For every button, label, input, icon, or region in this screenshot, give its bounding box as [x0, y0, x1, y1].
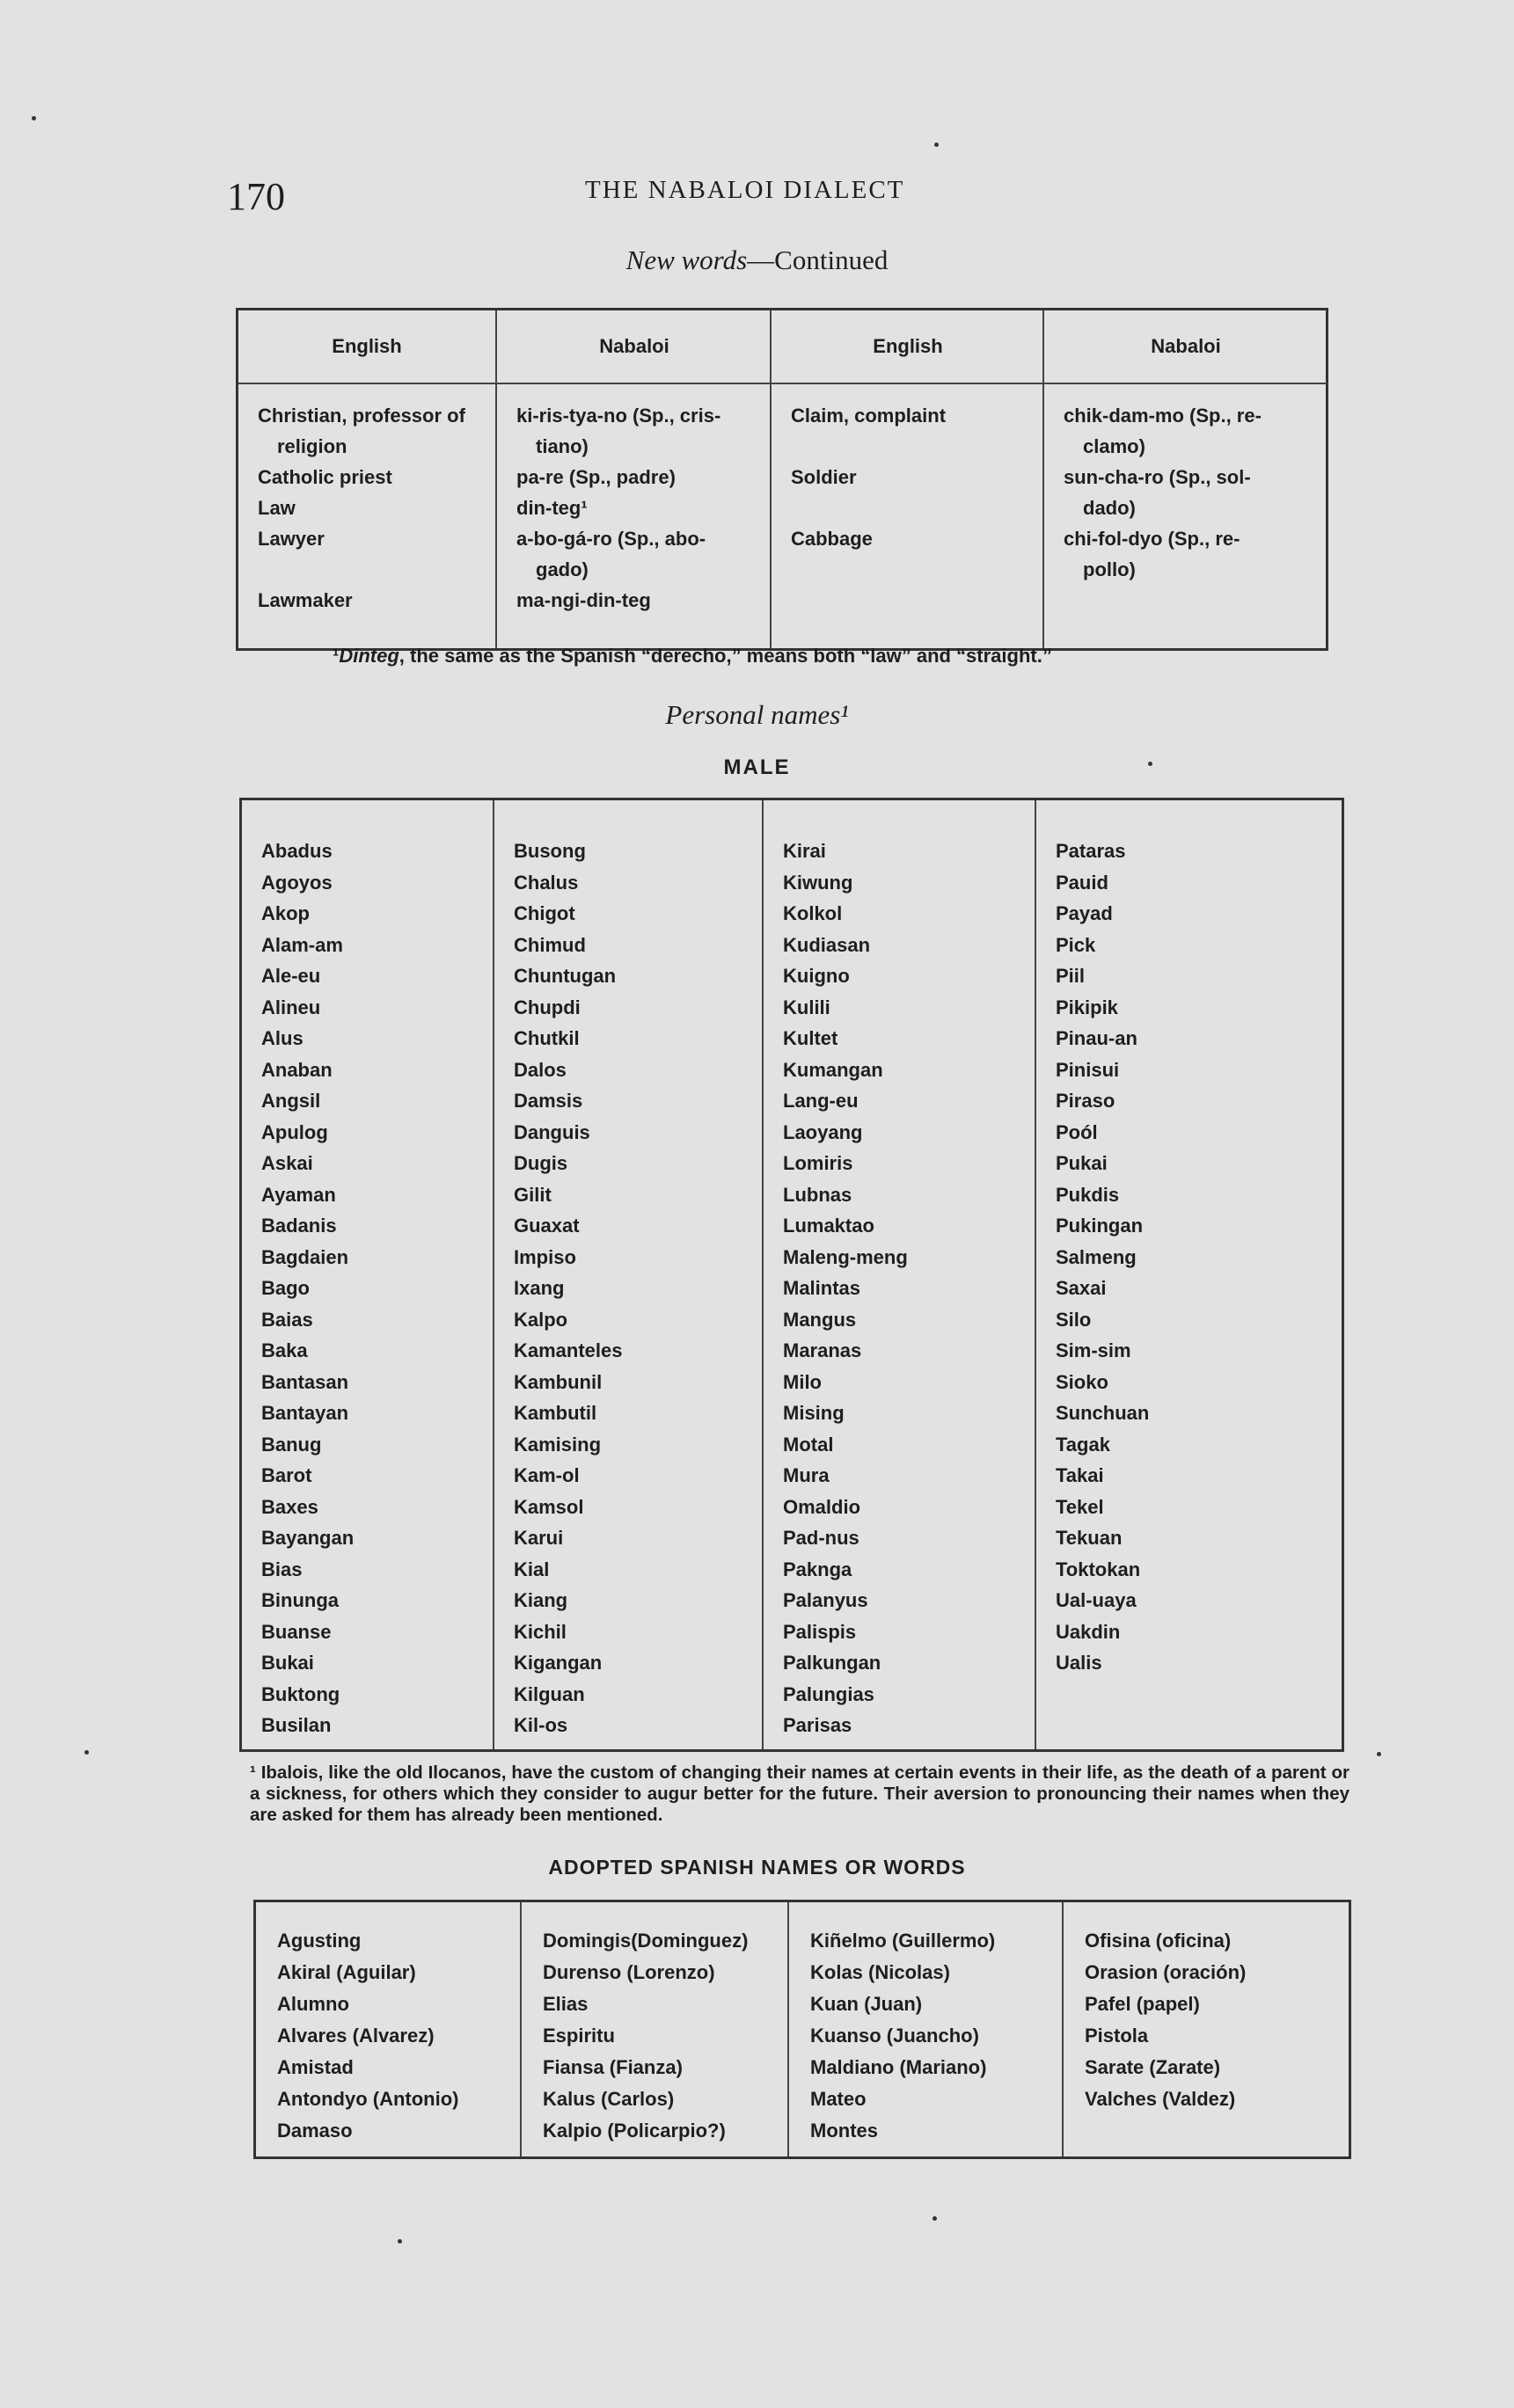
- name-item: Uakdin: [1056, 1620, 1121, 1643]
- name-item: Lubnas: [783, 1183, 852, 1206]
- name-item: Motal: [783, 1433, 834, 1456]
- entry-line: Cabbage: [791, 528, 873, 550]
- name-item: Kamanteles: [514, 1339, 623, 1361]
- name-item: Ale-eu: [261, 965, 321, 987]
- adopted-names-table: [253, 1900, 1351, 2159]
- adopted-name-item: Kuan (Juan): [810, 1993, 923, 2015]
- name-item: Bayangan: [261, 1527, 355, 1549]
- new-words-entry: [791, 400, 1032, 431]
- adopted-column: [1062, 1902, 1349, 2156]
- name-item: Badanis: [261, 1215, 337, 1237]
- page-number: 170: [227, 175, 285, 218]
- name-item: Palanyus: [783, 1589, 868, 1611]
- entry-line: Soldier: [791, 466, 857, 488]
- column-header: Nabaloi: [1044, 310, 1327, 384]
- name-item: Damsis: [514, 1090, 583, 1112]
- running-title: THE NABALOI DIALECT: [585, 176, 905, 204]
- adopted-name-item: Akiral (Aguilar): [277, 1961, 416, 1983]
- adopted-name-item: Fiansa (Fianza): [543, 2056, 683, 2078]
- name-item: Payad: [1056, 902, 1113, 924]
- speck: [398, 2239, 402, 2244]
- entry-continuation: gado): [536, 558, 589, 580]
- name-item: Buktong: [261, 1682, 340, 1705]
- name-item: Bias: [261, 1558, 303, 1580]
- name-item: Silo: [1056, 1308, 1092, 1331]
- name-item: Lumaktao: [783, 1215, 874, 1237]
- name-item: Pauid: [1056, 871, 1108, 894]
- name-item: Kambutil: [514, 1402, 597, 1424]
- speck: [32, 116, 36, 120]
- footnote-marker: ¹: [333, 645, 340, 667]
- name-item: Toktokan: [1056, 1558, 1141, 1580]
- name-item: Sunchuan: [1056, 1402, 1150, 1424]
- new-words-entry: [516, 523, 759, 585]
- name-item: Pick: [1056, 933, 1096, 956]
- column-body: [497, 384, 772, 616]
- name-item: Anaban: [261, 1058, 333, 1081]
- adopted-name-item: Espiritu: [543, 2025, 615, 2047]
- entry-line: Catholic priest: [258, 466, 392, 488]
- adopted-name-item: Damaso: [277, 2120, 353, 2142]
- footnote-ibalois: ¹ Ibalois, like the old Ilocanos, have the custom of changing their names at certain events in their life, as the death of a parent or a sickness, for others which they consider to augur better for the future. Their aversion to pronouncing their names when they are asked for them has already been mentioned.: [250, 1762, 1349, 1825]
- name-item: Impiso: [514, 1245, 576, 1268]
- new-words-column: [495, 310, 772, 648]
- name-item: Omaldio: [783, 1495, 861, 1518]
- new-words-entry: [516, 462, 759, 493]
- name-item: Pinau-an: [1056, 1027, 1137, 1049]
- name-item: Kiwung: [783, 871, 853, 894]
- name-item: Alineu: [261, 996, 321, 1018]
- new-words-column: [1042, 310, 1327, 648]
- column-body: [772, 384, 1044, 554]
- name-item: Kam-ol: [514, 1464, 580, 1486]
- name-item: Abadus: [261, 840, 333, 862]
- name-item: Chimud: [514, 933, 586, 956]
- name-item: Kirai: [783, 840, 826, 862]
- entry-line: Claim, complaint: [791, 405, 947, 427]
- name-item: Tagak: [1056, 1433, 1110, 1456]
- footnote-dinteg: [333, 645, 1052, 668]
- entry-line: Lawyer: [258, 528, 325, 550]
- name-item: Lomiris: [783, 1152, 853, 1174]
- entry-continuation: tiano): [536, 435, 589, 457]
- adopted-column: [520, 1902, 787, 2156]
- adopted-name-item: Alumno: [277, 1993, 349, 2015]
- name-item: Milo: [783, 1370, 822, 1393]
- adopted-name-item: Orasion (oración): [1085, 1961, 1247, 1983]
- entry-line: Lawmaker: [258, 589, 353, 611]
- entry-line: ma-ngi-din-teg: [516, 589, 651, 611]
- name-item: Piraso: [1056, 1090, 1115, 1112]
- name-item: Palungias: [783, 1682, 874, 1705]
- name-item: Ayaman: [261, 1183, 336, 1206]
- new-words-column: [238, 310, 495, 648]
- new-words-column: [770, 310, 1044, 648]
- name-item: Pikipik: [1056, 996, 1118, 1018]
- new-words-entry: [1064, 523, 1315, 585]
- entry-line: sun-cha-ro (Sp., sol-: [1064, 466, 1251, 488]
- name-item: Palispis: [783, 1620, 857, 1643]
- name-item: Buanse: [261, 1620, 332, 1643]
- new-words-entry: [516, 493, 759, 523]
- name-item: Bantasan: [261, 1370, 349, 1393]
- name-item: Tekuan: [1056, 1527, 1123, 1549]
- name-item: Pukdis: [1056, 1183, 1120, 1206]
- name-item: Chupdi: [514, 996, 581, 1018]
- name-item: Paknga: [783, 1558, 852, 1580]
- adopted-name-item: Pafel (papel): [1085, 1993, 1200, 2015]
- name-item: Piil: [1056, 965, 1086, 987]
- name-item: Laoyang: [783, 1120, 863, 1143]
- personal-names-heading: Personal names¹: [665, 699, 849, 730]
- name-item: Poól: [1056, 1120, 1098, 1143]
- name-item: Angsil: [261, 1090, 321, 1112]
- name-item: Tekel: [1056, 1495, 1104, 1518]
- names-column: [1035, 800, 1342, 1749]
- new-words-entry: [516, 585, 759, 616]
- new-words-entry: [258, 400, 483, 462]
- entry-line: chik-dam-mo (Sp., re-: [1064, 405, 1262, 427]
- name-item: Maleng-meng: [783, 1245, 908, 1268]
- name-item: Baxes: [261, 1495, 318, 1518]
- new-words-entry: [258, 462, 483, 493]
- column-header: Nabaloi: [497, 310, 772, 384]
- names-column: [242, 800, 493, 1749]
- section-heading-italic: New words: [625, 244, 748, 275]
- entry-line: pa-re (Sp., padre): [516, 466, 676, 488]
- name-item: Bukai: [261, 1652, 314, 1674]
- name-item: Chalus: [514, 871, 579, 894]
- speck: [1377, 1752, 1381, 1756]
- entry-continuation: clamo): [1083, 435, 1145, 457]
- name-item: Ixang: [514, 1277, 565, 1299]
- name-item: Pukai: [1056, 1152, 1108, 1174]
- name-item: Alam-am: [261, 933, 343, 956]
- speck: [933, 2216, 937, 2221]
- names-column: [762, 800, 1035, 1749]
- name-item: Parisas: [783, 1714, 852, 1736]
- entry-line: Christian, professor of: [258, 405, 465, 427]
- column-header: English: [238, 310, 495, 384]
- adopted-name-item: Sarate (Zarate): [1085, 2056, 1221, 2078]
- name-item: Busilan: [261, 1714, 332, 1736]
- name-item: Kil-os: [514, 1714, 568, 1736]
- name-item: Sim-sim: [1056, 1339, 1131, 1361]
- name-item: Alus: [261, 1027, 304, 1049]
- name-item: Chigot: [514, 902, 575, 924]
- name-item: Apulog: [261, 1120, 328, 1143]
- entry-continuation: religion: [277, 435, 347, 457]
- adopted-name-item: Valches (Valdez): [1085, 2088, 1236, 2110]
- adopted-name-item: Agusting: [277, 1930, 362, 1952]
- name-item: Pad-nus: [783, 1527, 859, 1549]
- new-words-entry: [791, 462, 1032, 493]
- adopted-name-item: Mateo: [810, 2088, 867, 2110]
- column-body: [238, 384, 495, 616]
- section-heading: [0, 244, 1514, 276]
- new-words-entry: [791, 523, 1032, 554]
- adopted-column: [256, 1902, 520, 2156]
- name-item: Busong: [514, 840, 586, 862]
- name-item: Pinisui: [1056, 1058, 1120, 1081]
- adopted-name-item: Kalpio (Policarpio?): [543, 2120, 726, 2142]
- name-item: Barot: [261, 1464, 312, 1486]
- name-item: Kamising: [514, 1433, 602, 1456]
- name-item: Baka: [261, 1339, 308, 1361]
- column-body: [1044, 384, 1327, 585]
- name-item: Pataras: [1056, 840, 1126, 862]
- name-item: Kiang: [514, 1589, 568, 1611]
- speck: [1148, 762, 1152, 766]
- name-item: Kamsol: [514, 1495, 584, 1518]
- entry-line: ki-ris-tya-no (Sp., cris-: [516, 405, 721, 427]
- entry-continuation: dado): [1083, 497, 1136, 519]
- new-words-entry: [1064, 462, 1315, 523]
- name-item: Ualis: [1056, 1652, 1102, 1674]
- name-item: Chuntugan: [514, 965, 617, 987]
- footnote-term: Dinteg: [339, 645, 399, 667]
- name-item: Kolkol: [783, 902, 843, 924]
- name-item: Maranas: [783, 1339, 862, 1361]
- name-item: Banug: [261, 1433, 322, 1456]
- adopted-name-item: Maldiano (Mariano): [810, 2056, 987, 2078]
- name-item: Agoyos: [261, 871, 333, 894]
- new-words-entry: [516, 400, 759, 462]
- new-words-entry: [258, 493, 483, 523]
- name-item: Bantayan: [261, 1402, 349, 1424]
- name-item: Kichil: [514, 1620, 567, 1643]
- name-item: Kudiasan: [783, 933, 871, 956]
- name-item: Akop: [261, 902, 310, 924]
- speck: [84, 1750, 89, 1755]
- name-item: Kuigno: [783, 965, 850, 987]
- adopted-column: [787, 1902, 1062, 2156]
- name-item: Salmeng: [1056, 1245, 1137, 1268]
- adopted-name-item: Kiñelmo (Guillermo): [810, 1930, 996, 1952]
- name-item: Gilit: [514, 1183, 552, 1206]
- adopted-name-item: Kalus (Carlos): [543, 2088, 675, 2110]
- names-column: [493, 800, 762, 1749]
- name-item: Binunga: [261, 1589, 339, 1611]
- name-item: Pukingan: [1056, 1215, 1144, 1237]
- adopted-names-heading: ADOPTED SPANISH NAMES OR WORDS: [548, 1856, 966, 1879]
- name-item: Kambunil: [514, 1370, 603, 1393]
- adopted-name-item: Kuanso (Juancho): [810, 2025, 979, 2047]
- footnote-text: , the same as the Spanish “derecho,” means both “law” and “straight.”: [399, 645, 1052, 667]
- name-item: Askai: [261, 1152, 313, 1174]
- speck: [934, 142, 939, 147]
- name-item: Chutkil: [514, 1027, 580, 1049]
- name-item: Sioko: [1056, 1370, 1108, 1393]
- entry-continuation: pollo): [1083, 558, 1136, 580]
- new-words-entry: [258, 523, 483, 554]
- section-heading-rest: —Continued: [747, 244, 889, 275]
- name-item: Kial: [514, 1558, 550, 1580]
- entry-line: Law: [258, 497, 296, 519]
- adopted-name-item: Pistola: [1085, 2025, 1149, 2047]
- name-item: Dugis: [514, 1152, 568, 1174]
- new-words-entry: [1064, 400, 1315, 462]
- adopted-name-item: Alvares (Alvarez): [277, 2025, 435, 2047]
- name-item: Guaxat: [514, 1215, 580, 1237]
- new-words-table: [236, 308, 1328, 651]
- entry-line: a-bo-gá-ro (Sp., abo-: [516, 528, 706, 550]
- name-item: Malintas: [783, 1277, 861, 1299]
- column-header: English: [772, 310, 1044, 384]
- name-item: Ual-uaya: [1056, 1589, 1137, 1611]
- name-item: Baias: [261, 1308, 313, 1331]
- name-item: Saxai: [1056, 1277, 1107, 1299]
- name-item: Takai: [1056, 1464, 1104, 1486]
- name-item: Danguis: [514, 1120, 590, 1143]
- name-item: Mising: [783, 1402, 845, 1424]
- adopted-name-item: Kolas (Nicolas): [810, 1961, 950, 1983]
- name-item: Bago: [261, 1277, 310, 1299]
- name-item: Mura: [783, 1464, 830, 1486]
- name-item: Mangus: [783, 1308, 857, 1331]
- name-item: Bagdaien: [261, 1245, 349, 1268]
- adopted-name-item: Durenso (Lorenzo): [543, 1961, 715, 1983]
- name-item: Kalpo: [514, 1308, 568, 1331]
- name-item: Palkungan: [783, 1652, 881, 1674]
- adopted-name-item: Domingis(Dominguez): [543, 1930, 749, 1952]
- name-item: Kumangan: [783, 1058, 883, 1081]
- adopted-name-item: Ofisina (oficina): [1085, 1930, 1232, 1952]
- name-item: Kultet: [783, 1027, 838, 1049]
- entry-line: chi-fol-dyo (Sp., re-: [1064, 528, 1240, 550]
- name-item: Kilguan: [514, 1682, 585, 1705]
- adopted-name-item: Montes: [810, 2120, 878, 2142]
- name-item: Dalos: [514, 1058, 567, 1081]
- entry-line: din-teg¹: [516, 497, 588, 519]
- new-words-entry: [258, 585, 483, 616]
- adopted-name-item: Elias: [543, 1993, 589, 2015]
- name-item: Kulili: [783, 996, 830, 1018]
- name-item: Karui: [514, 1527, 564, 1549]
- male-heading: MALE: [723, 755, 791, 779]
- male-names-table: [239, 798, 1344, 1752]
- name-item: Lang-eu: [783, 1090, 859, 1112]
- name-item: Kigangan: [514, 1652, 603, 1674]
- adopted-name-item: Amistad: [277, 2056, 354, 2078]
- adopted-name-item: Antondyo (Antonio): [277, 2088, 459, 2110]
